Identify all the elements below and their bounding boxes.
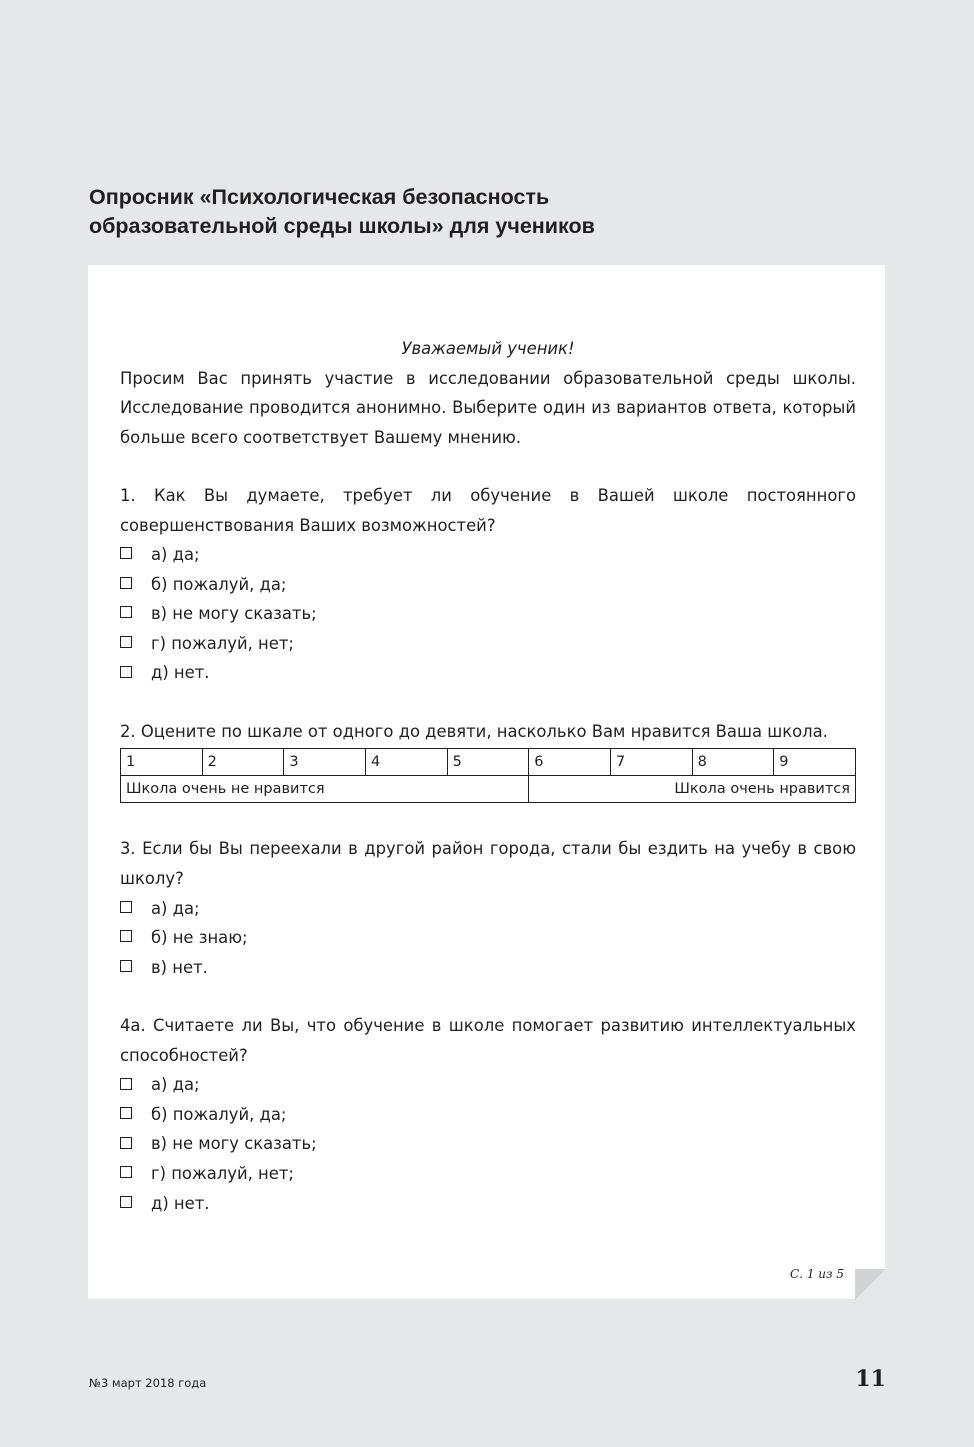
scale-cell[interactable]: 8 [692, 749, 774, 776]
scale-cell[interactable]: 4 [365, 749, 447, 776]
checkbox[interactable] [120, 1166, 132, 1178]
option-item[interactable] [120, 1070, 856, 1100]
option-label: д) нет. [151, 663, 210, 683]
option-label: б) пожалуй, да; [151, 1104, 287, 1124]
question-1-text: 1. Как Вы думаете, требует ли обучение в Вашей школе постоянного совершенствования Ваших возможностей? [120, 486, 856, 535]
option-label: а) да; [151, 1075, 200, 1095]
option-label: д) нет. [151, 1193, 210, 1213]
question-2-text: 2. Оцените по шкале от одного до девяти, насколько Вам нравится Ваша школа. [120, 721, 828, 741]
scale-label-left: Школа очень не нравится [121, 776, 529, 803]
scale-label-right: Школа очень нравится [529, 776, 856, 803]
title-line-1: Опросник «Психологическая безопасность [89, 185, 550, 209]
option-item[interactable] [120, 570, 856, 600]
option-item[interactable] [120, 923, 856, 953]
option-label: а) да; [151, 898, 200, 918]
checkbox[interactable] [120, 1137, 132, 1149]
scale-numbers-row [121, 749, 856, 776]
checkbox[interactable] [120, 960, 132, 972]
question-4a-text: 4а. Считаете ли Вы, что обучение в школе помогает развитию интеллектуальных способностей? [120, 1016, 856, 1065]
option-item[interactable] [120, 540, 856, 570]
option-item[interactable] [120, 893, 856, 923]
scale-cell[interactable]: 6 [529, 749, 611, 776]
footer-page-number: 11 [855, 1366, 886, 1392]
option-item[interactable] [120, 1100, 856, 1130]
page-title [89, 183, 909, 241]
option-item[interactable] [120, 629, 856, 659]
checkbox[interactable] [120, 606, 132, 618]
option-label: а) да; [151, 545, 200, 565]
option-label: в) не могу сказать; [151, 604, 317, 624]
option-item[interactable] [120, 1159, 856, 1189]
option-label: б) пожалуй, да; [151, 574, 287, 594]
title-line-2: образовательной среды школы» для учеников [89, 214, 595, 238]
checkbox[interactable] [120, 1078, 132, 1090]
checkbox[interactable] [120, 930, 132, 942]
checkbox[interactable] [120, 577, 132, 589]
option-label: в) не могу сказать; [151, 1134, 317, 1154]
question-1 [120, 481, 856, 688]
option-item[interactable] [120, 599, 856, 629]
option-label: б) не знаю; [151, 928, 248, 948]
scale-cell[interactable]: 9 [774, 749, 856, 776]
checkbox[interactable] [120, 1107, 132, 1119]
question-1-options [120, 540, 856, 688]
option-item[interactable] [120, 953, 856, 983]
question-3 [120, 834, 856, 982]
question-2 [120, 717, 856, 804]
option-label: в) нет. [151, 957, 208, 977]
option-item[interactable] [120, 1189, 856, 1219]
scale-cell[interactable]: 3 [284, 749, 366, 776]
scale-labels-row [121, 776, 856, 803]
checkbox[interactable] [120, 547, 132, 559]
page-fold-corner [855, 1269, 886, 1300]
scale-cell[interactable]: 1 [121, 749, 203, 776]
question-3-options [120, 893, 856, 982]
option-item[interactable] [120, 1129, 856, 1159]
checkbox[interactable] [120, 1196, 132, 1208]
option-label: г) пожалуй, нет; [151, 633, 294, 653]
checkbox[interactable] [120, 636, 132, 648]
intro-text: Просим Вас принять участие в исследовании образовательной среды школы. Исследование проводится анонимно. Выберите один из вариантов ответа, который больше всего соответствует Вашему мнению. [120, 368, 856, 447]
checkbox[interactable] [120, 901, 132, 913]
checkbox[interactable] [120, 666, 132, 678]
question-3-text: 3. Если бы Вы переехали в другой район города, стали бы ездить на учебу в свою школу? [120, 839, 856, 888]
option-item[interactable] [120, 658, 856, 688]
question-4a-options [120, 1070, 856, 1218]
rating-scale-table [120, 748, 856, 803]
scale-cell[interactable]: 2 [202, 749, 284, 776]
greeting: Уважаемый ученик! [401, 339, 575, 358]
footer-issue: №3 март 2018 года [89, 1376, 207, 1390]
question-4a [120, 1011, 856, 1218]
scale-cell[interactable]: 5 [447, 749, 529, 776]
questionnaire-content [120, 334, 856, 1218]
scale-cell[interactable]: 7 [610, 749, 692, 776]
option-label: г) пожалуй, нет; [151, 1164, 294, 1184]
page-counter: С. 1 из 5 [790, 1267, 844, 1281]
